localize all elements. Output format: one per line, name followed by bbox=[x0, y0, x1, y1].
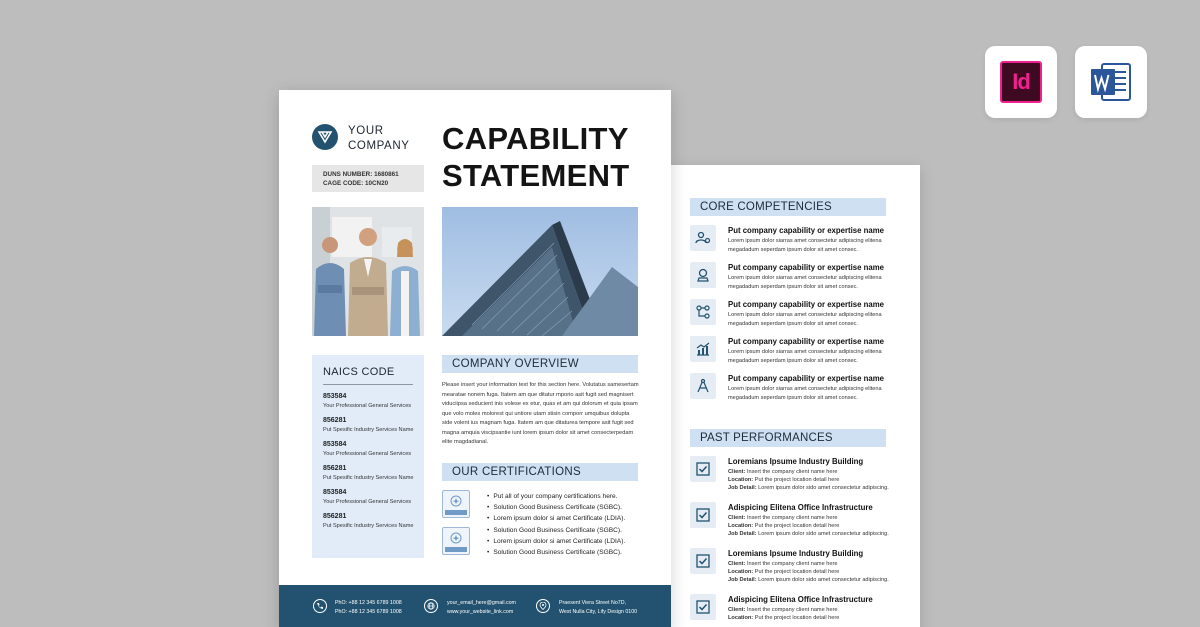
cage-code: CAGE CODE: 10CN20 bbox=[323, 180, 389, 187]
list-item: • Lorem ipsum dolor si amet Certificate (LDIA). bbox=[487, 513, 647, 524]
certification-badge-icon bbox=[442, 527, 470, 555]
address: Praesent Viera Street No7D, West Nulla City, Lify Design 0100 bbox=[559, 600, 638, 615]
competency-item: Put company capability or expertise name Lorem ipsum dolor siarras amet consectetur adipiscing elitena megadadum seperdam ipsum dolor sit amet consec. bbox=[690, 373, 890, 407]
duns-cage-box bbox=[312, 165, 424, 192]
list-item: • Solution Good Business Certificate (SGBC). bbox=[487, 502, 647, 513]
certification-badge-icon bbox=[442, 490, 470, 518]
contact-footer bbox=[279, 585, 671, 627]
list-item: • Solution Good Business Certificate (SGBC). bbox=[487, 525, 647, 536]
naics-panel bbox=[312, 355, 424, 558]
list-item: • Put all of your company certifications here. bbox=[487, 491, 647, 502]
naics-item: 853584 Your Professional General Services bbox=[323, 441, 412, 457]
compass-icon bbox=[690, 373, 716, 399]
performance-item: Adispicing Elitena Office Infrastructure Client: Insert the company client name here Location: Put the project location detail here Job Detail: Lorem ipsum dolor sido amet consectetur adipiscing. bbox=[690, 502, 890, 542]
phone-icon bbox=[313, 599, 327, 613]
back-page bbox=[670, 165, 920, 627]
award-icon bbox=[690, 262, 716, 288]
list-item: • Solution Good Business Certificate (SGBC). bbox=[487, 547, 647, 558]
performance-item: Loremians Ipsume Industry Building Client: Insert the company client name here Location: Put the project location detail here Job Detail: Lorem ipsum dolor sido amet consectetur adipiscing. bbox=[690, 548, 890, 588]
location-pin-icon bbox=[536, 599, 550, 613]
team-gear-icon bbox=[690, 225, 716, 251]
phone-numbers: PhO: +88 12 345 6789 1008 PhO: +88 12 345 6789 1008 bbox=[335, 600, 402, 615]
page-title: CAPABILITY STATEMENT bbox=[442, 121, 630, 193]
competency-item: Put company capability or expertise name Lorem ipsum dolor siarras amet consectetur adipiscing elitena megadadum seperdam ipsum dolor sit amet consec. bbox=[690, 262, 890, 296]
certifications-list bbox=[487, 491, 647, 558]
checkbox-icon bbox=[690, 502, 716, 528]
naics-item: 853584 Your Professional General Services bbox=[323, 489, 412, 505]
email-link[interactable]: your_email_here@gmail.com bbox=[447, 600, 516, 606]
naics-item: 856281 Put Spesific Industry Services Name bbox=[323, 513, 414, 529]
growth-chart-icon bbox=[690, 336, 716, 362]
company-overview-heading: COMPANY OVERVIEW bbox=[442, 355, 638, 373]
word-app-icon bbox=[1075, 46, 1147, 118]
competency-item: Put company capability or expertise name Lorem ipsum dolor siarras amet consectetur adipiscing elitena megadadum seperdam ipsum dolor sit amet consec. bbox=[690, 299, 890, 333]
checkbox-icon bbox=[690, 594, 716, 620]
globe-icon bbox=[424, 599, 438, 613]
checkbox-icon bbox=[690, 456, 716, 482]
performance-item: Adispicing Elitena Office Infrastructure Client: Insert the company client name here Location: Put the project location detail here bbox=[690, 594, 890, 627]
naics-heading: NAICS CODE bbox=[323, 366, 413, 385]
certifications-heading: OUR CERTIFICATIONS bbox=[442, 463, 638, 481]
competency-item: Put company capability or expertise name Lorem ipsum dolor siarras amet consectetur adipiscing elitena megadadum seperdam ipsum dolor sit amet consec. bbox=[690, 225, 890, 259]
competency-item: Put company capability or expertise name Lorem ipsum dolor siarras amet consectetur adipiscing elitena megadadum seperdam ipsum dolor sit amet consec. bbox=[690, 336, 890, 370]
workflow-icon bbox=[690, 299, 716, 325]
indesign-logo: Id bbox=[1000, 61, 1042, 103]
past-performances-heading: PAST PERFORMANCES bbox=[690, 429, 886, 447]
checkbox-icon bbox=[690, 548, 716, 574]
company-logo-icon bbox=[312, 124, 338, 150]
performance-item: Loremians Ipsume Industry Building Client: Insert the company client name here Location: Put the project location detail here Job Detail: Lorem ipsum dolor sido amet consectetur adipiscing. bbox=[690, 456, 890, 496]
naics-item: 853584 Your Professional General Services bbox=[323, 393, 412, 409]
core-competencies-heading: CORE COMPETENCIES bbox=[690, 198, 886, 216]
website-link[interactable]: www.your_website_link.com bbox=[447, 609, 514, 615]
indesign-app-icon bbox=[985, 46, 1057, 118]
naics-item: 856281 Put Spesific Industry Services Name bbox=[323, 465, 414, 481]
list-item: • Lorem ipsum dolor si amet Certificate (LDIA). bbox=[487, 536, 647, 547]
team-photo bbox=[312, 207, 424, 336]
front-page bbox=[279, 90, 671, 627]
word-logo-icon bbox=[1088, 60, 1134, 104]
naics-item: 856281 Put Spesific Industry Services Name bbox=[323, 417, 414, 433]
building-photo bbox=[442, 207, 638, 336]
company-name: YOUR COMPANY bbox=[348, 125, 410, 152]
email-website bbox=[447, 599, 516, 617]
company-overview-text: Please insert your information text for this section here. Volutatus samesertam mearatae nonem fuga. Itatem am que ditatur mporio asit fugit sed magnisert viduciipsa seducient inis volese ex etur, quas et am qui dolorum et quia ipsam que volo moles molorest qui untiore utam stisin comporr umquibus dolupta side volent ius magnam fuga. Itatem am que ditaturea tempore asit fugit sed magna amquia viscipsantie iunt lorem ipsum dolor sit amet consecterpedam elite magdadianal. bbox=[442, 382, 639, 445]
duns-number: DUNS NUMBER: 1680861 bbox=[323, 171, 399, 178]
